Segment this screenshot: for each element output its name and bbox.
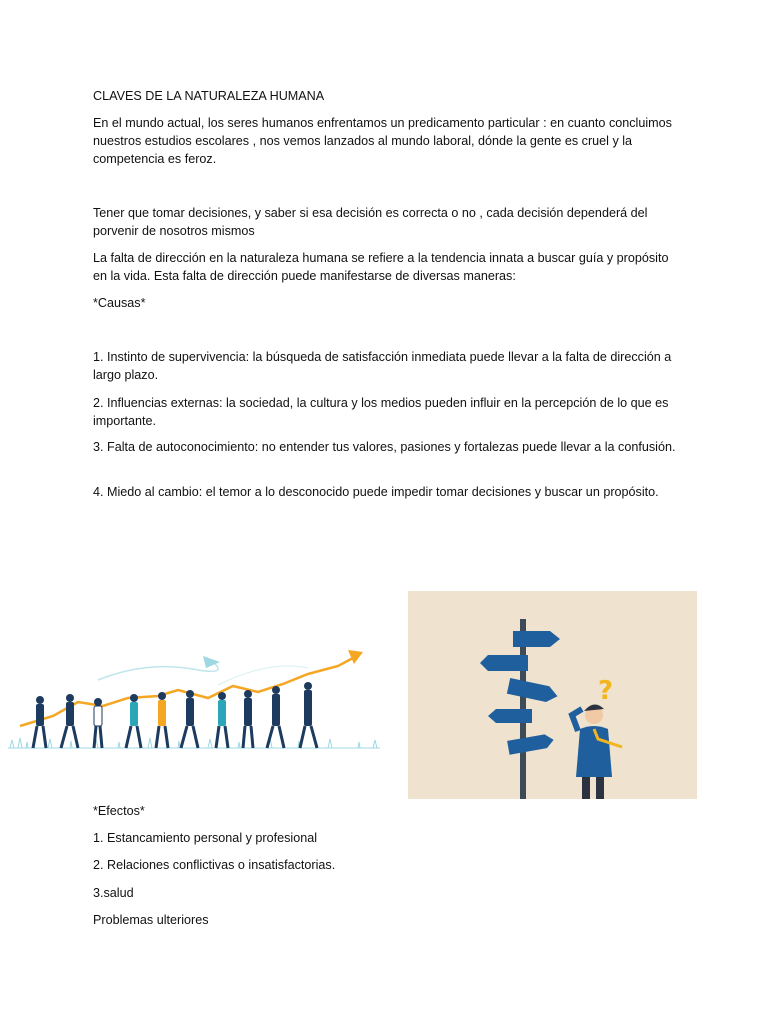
effect-item: 3.salud: [93, 886, 134, 900]
effects-heading: *Efectos*: [93, 804, 145, 818]
direction-paragraph: La falta de dirección en la naturaleza humana se refiere a la tendencia innata a buscar guía y propósito en la vida. Esta falta de dirección puede manifestarse de diversas maneras:: [93, 251, 669, 283]
question-mark-icon: ?: [598, 676, 614, 706]
signpost-illustration: [408, 591, 697, 799]
team-growth-illustration: [8, 640, 380, 770]
causes-heading: *Causas*: [93, 296, 146, 310]
cause-item: 2. Influencias externas: la sociedad, la cultura y los medios pueden influir en la percepción de lo que es importante.: [93, 396, 669, 428]
effect-item: 1. Estancamiento personal y profesional: [93, 831, 318, 845]
cause-item: 3. Falta de autoconocimiento: no entender tus valores, pasiones y fortalezas puede llevar a la confusión.: [93, 440, 676, 454]
intro-paragraph: En el mundo actual, los seres humanos enfrentamos un predicamento particular : en cuanto concluimos nuestros estudios escolares , nos vemos lanzados al mundo laboral, dónde la gente es cruel y la competencia es feroz.: [93, 116, 672, 166]
effect-item: 2. Relaciones conflictivas o insatisfactorias.: [93, 858, 336, 872]
document-title: CLAVES DE LA NATURALEZA HUMANA: [93, 89, 325, 103]
effect-item: Problemas ulteriores: [93, 913, 209, 927]
decisions-paragraph: Tener que tomar decisiones, y saber si esa decisión es correcta o no , cada decisión dependerá del porvenir de nosotros mismos: [93, 206, 648, 238]
cause-item: 1. Instinto de supervivencia: la búsqueda de satisfacción inmediata puede llevar a la falta de dirección a largo plazo.: [93, 350, 672, 382]
cause-item: 4. Miedo al cambio: el temor a lo desconocido puede impedir tomar decisiones y buscar un propósito.: [93, 485, 659, 499]
